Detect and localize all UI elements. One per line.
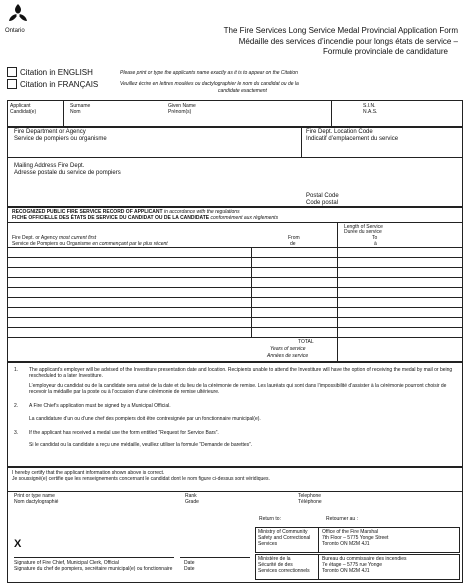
office-fr-1: Bureau du commissaire des incendies [322, 556, 407, 562]
rank-field[interactable] [185, 493, 295, 507]
date-field[interactable] [180, 535, 250, 557]
ministry-en-3: Services [258, 541, 278, 547]
record-heading-en-bold: RECOGNIZED PUBLIC FIRE SERVICE RECORD OF APPLICANT [12, 209, 163, 215]
citation-english-label: Citation in ENGLISH [20, 68, 93, 77]
sin-field[interactable] [332, 115, 462, 126]
given-name-label-fr: Prénom(s) [168, 109, 192, 115]
citation-instruction-en: Please print or type the applicants name exactly as it is to appear on the Citation [120, 70, 298, 76]
note-1-fr: L’employeur du candidat ou de la candidate sera avisé de la date et du lieu de la cérémonie de remise. Les lauréats qui sont dans l’impossibilité d’assister à la cérémonie pourront choisir de recevoir la médaille par la poste ou à l’occasion d’une cérémonie de remise ultérieure. [29, 383, 447, 395]
note-3-fr: Si le candidat ou la candidate a reçu une médaille, veuillez utiliser la formule “Demande de barettes”. [29, 442, 253, 448]
office-en-3: Toronto ON M2M 4J1 [322, 541, 370, 547]
office-en-2: 7th Floor – 5775 Yonge Street [322, 535, 389, 541]
mail-label-fr: Adresse postale du service de pompiers [14, 170, 121, 176]
office-fr-2: 7e étage – 5775 rue Yonge [322, 562, 383, 568]
logo-caption: Ontario [5, 28, 25, 34]
record-heading-fr [12, 215, 278, 221]
citation-french-label: Citation in FRANÇAIS [20, 80, 99, 89]
col-dept-en-text: Fire Dept. or Agency [12, 235, 58, 241]
location-code-label-en: Fire Dept. Location Code [306, 129, 373, 135]
ministry-fr-1: Ministère de la [258, 556, 291, 562]
record-entry-row[interactable] [8, 288, 462, 297]
record-entry-row[interactable] [8, 298, 462, 307]
signature-x-mark: X [14, 538, 22, 550]
date-label-en: Date [184, 560, 195, 566]
record-entry-row[interactable] [8, 278, 462, 287]
note-1-en: The applicant’s employer will be advised of the Investiture presentation date and location. Recipients unable to attend the Investiture will have the option of receiving the medal by mail or being rescheduled to a later Investiture. [29, 367, 453, 379]
note-3-en: If the applicant has received a medal use the form entitled “Request for Service Bars”. [29, 430, 219, 436]
ministry-en-2: Safety and Correctional [258, 535, 311, 541]
print-name-label-en: Print or type name [14, 493, 55, 499]
col-dept-en-italic: most current first [58, 235, 97, 241]
trillium-icon [6, 2, 30, 26]
record-entry-row[interactable] [8, 318, 462, 327]
postal-code-label-en: Postal Code [306, 193, 339, 199]
office-en-1: Office of the Fire Marshal [322, 529, 379, 535]
citation-french-checkbox[interactable] [7, 79, 17, 89]
return-to-label-fr: Retourner au : [326, 516, 358, 522]
record-heading-fr-italic: conformément aux règlements [210, 215, 279, 221]
record-entry-row[interactable] [8, 248, 462, 257]
postal-code-field[interactable] [340, 193, 460, 205]
note-2-en: A Fire Chief’s application must be signed by a Municipal Official. [29, 403, 171, 409]
dept-label-fr: Service de pompiers ou organisme [14, 136, 107, 142]
certify-fr: Je soussigné(e) certifie que les renseignements concernant le candidat dont le nom figure ci-dessus sont véridiques. [12, 476, 270, 482]
form-title-fr-1: Médaille des services d’incendie pour longs états de service – [238, 37, 458, 46]
citation-instruction-fr-2: candidate exactement [218, 88, 267, 94]
surname-label-fr: Nom [70, 109, 81, 115]
date-line [180, 557, 250, 558]
rank-label-en: Rank [185, 493, 197, 499]
print-name-field[interactable] [14, 493, 182, 507]
from-label-en: From [288, 235, 300, 241]
citation-instruction-fr-1: Veuillez écrire en lettres moulées ou dactylographier le nom du candidat ou de la [120, 81, 299, 87]
to-label-en: To [372, 235, 378, 241]
citation-english-checkbox[interactable] [7, 67, 17, 77]
print-name-label-fr: Nom dactylographié [14, 499, 59, 505]
ministry-fr-2: Sécurité de des [258, 562, 293, 568]
record-heading-en-italic: in accordance with the regulations [163, 209, 240, 215]
to-label-fr: à [374, 241, 377, 247]
col-dept-fr-text: Service de Pompiers ou Organisme [12, 241, 91, 247]
rank-label-fr: Grade [185, 499, 199, 505]
total-years-field[interactable] [338, 338, 462, 361]
office-fr-3: Toronto ON M2M 4J1 [322, 568, 370, 574]
record-entry-row[interactable] [8, 258, 462, 267]
from-label-fr: de [290, 241, 296, 247]
mailing-address-field[interactable] [9, 178, 299, 205]
applicant-name-field[interactable] [64, 115, 330, 126]
form-title-en: The Fire Services Long Service Medal Provincial Application Form [223, 26, 458, 35]
total-years-fr: Années de service [267, 353, 309, 359]
ministry-en-1: Ministry of Community [258, 529, 308, 535]
applicant-label-fr: Candidat(e) [10, 109, 37, 115]
signature-label-fr: Signature du chef de pompiers, secrétaire municipal(e) ou fonctionnaire [14, 566, 173, 572]
mail-label-en: Mailing Address Fire Dept. [14, 163, 85, 169]
phone-label-fr: Téléphone [298, 499, 322, 505]
length-of-service-label-en: Length of Service [344, 224, 383, 230]
sin-label-en: S.I.N. [363, 103, 376, 109]
dept-label-en: Fire Department or Agency [14, 129, 86, 135]
ontario-logo [6, 2, 30, 26]
dept-field[interactable] [9, 144, 299, 156]
record-entry-row[interactable] [8, 308, 462, 317]
form-title-fr-2: Formule provinciale de candidature [323, 47, 448, 56]
record-entry-row[interactable] [8, 268, 462, 277]
date-label-fr: Date [184, 566, 195, 572]
given-name-label-en: Given Name [168, 103, 196, 109]
length-of-service-label-fr: Durée du service [344, 229, 382, 235]
note-1-number: 1. [14, 367, 19, 373]
note-3-number: 3. [14, 430, 19, 436]
sin-label-fr: N.A.S. [363, 109, 378, 115]
signature-field[interactable] [14, 535, 174, 557]
certify-en: I hereby certify that the applicant information shown above is correct. [12, 470, 165, 476]
ministry-fr-3: Services correctionnels [258, 568, 310, 574]
surname-label-en: Surname [70, 103, 91, 109]
col-dept-fr-italic: en commençant par le plus récent [92, 241, 168, 247]
total-label: TOTAL [298, 339, 314, 345]
phone-label-en: Telephone [298, 493, 322, 499]
signature-label-en: Signature of Fire Chief, Municipal Clerk, Official [14, 560, 119, 566]
location-code-label-fr: Indicatif d’emplacement du service [306, 136, 399, 142]
record-entry-row[interactable] [8, 328, 462, 337]
postal-code-label-fr: Code postal [306, 200, 339, 206]
location-code-field[interactable] [303, 144, 461, 156]
applicant-label-en: Applicant [10, 103, 31, 109]
record-heading-fr-bold: FICHE OFFICIELLE DES ÉTATS DE SERVICE DU CANDIDAT OU DE LA CANDIDATE [12, 215, 210, 221]
signature-line [14, 557, 174, 558]
phone-field[interactable] [298, 493, 458, 507]
return-to-label-en: Return to: [259, 516, 281, 522]
note-2-number: 2. [14, 403, 19, 409]
total-years-en: Years of service [270, 346, 306, 352]
note-2-fr: La candidature d’un ou d’une chef des pompiers doit être contresignée par un fonctionnaire municipal(e). [29, 416, 261, 422]
